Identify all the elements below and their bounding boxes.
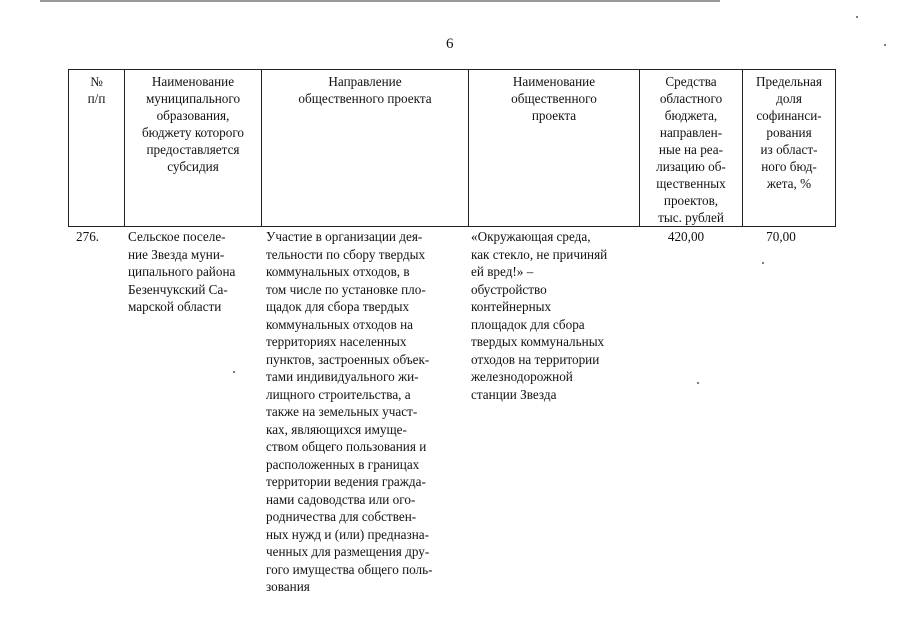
row-budget-funds: 420,00 bbox=[667, 229, 705, 244]
page-number: 6 bbox=[446, 36, 454, 52]
row-direction: Участие в организации дея- тельности по сбору твердых коммунальных отходов, в том числе по установке пло- щадок для сбора твердых коммунальных отходов на территориях населенных пунктов, застроенных объек- тами индивидуального жи- лищного строительства, а также на земельных участ- ках, являющихся имуще- ством общего пользования и расположенных в границах территории ведения гражда- нами садоводства или ого- родничества для собствен- ных нужд и (или) предназна- ченных для размещения дру- гого имущества общего поль- зования bbox=[266, 229, 433, 594]
header-project-name: Наименование общественного проекта bbox=[469, 70, 640, 227]
header-number: № п/п bbox=[69, 70, 125, 227]
row-number: 276. bbox=[76, 229, 100, 244]
table-header bbox=[68, 69, 836, 227]
row-project-name: «Окружающая среда, как стекло, не причиняй ей вред!» – обустройство контейнерных площадок для сбора твердых коммунальных отходов на территории железнодорожной станции Звезда bbox=[471, 229, 608, 402]
header-municipality: Наименование муниципального образования, бюджету которого предоставляется субсидия bbox=[125, 70, 262, 227]
scan-speck bbox=[697, 382, 699, 384]
scan-speck bbox=[856, 16, 858, 18]
header-direction: Направление общественного проекта bbox=[262, 70, 469, 227]
scan-edge-rule bbox=[40, 0, 720, 2]
row-max-share: 70,00 bbox=[766, 229, 796, 244]
table-header-row bbox=[69, 70, 836, 227]
scan-speck bbox=[762, 262, 764, 264]
header-max-share: Предельная доля софинанси- рования из област- ного бюд- жета, % bbox=[743, 70, 836, 227]
scan-speck bbox=[884, 44, 886, 46]
header-budget-funds: Средства областного бюджета, направлен- ные на реа- лизацию об- щественных проектов, тыс. рублей bbox=[640, 70, 743, 227]
scan-speck bbox=[233, 371, 235, 373]
row-municipality: Сельское поселе- ние Звезда муни- ципального района Безенчукский Са- марской области bbox=[128, 229, 236, 314]
